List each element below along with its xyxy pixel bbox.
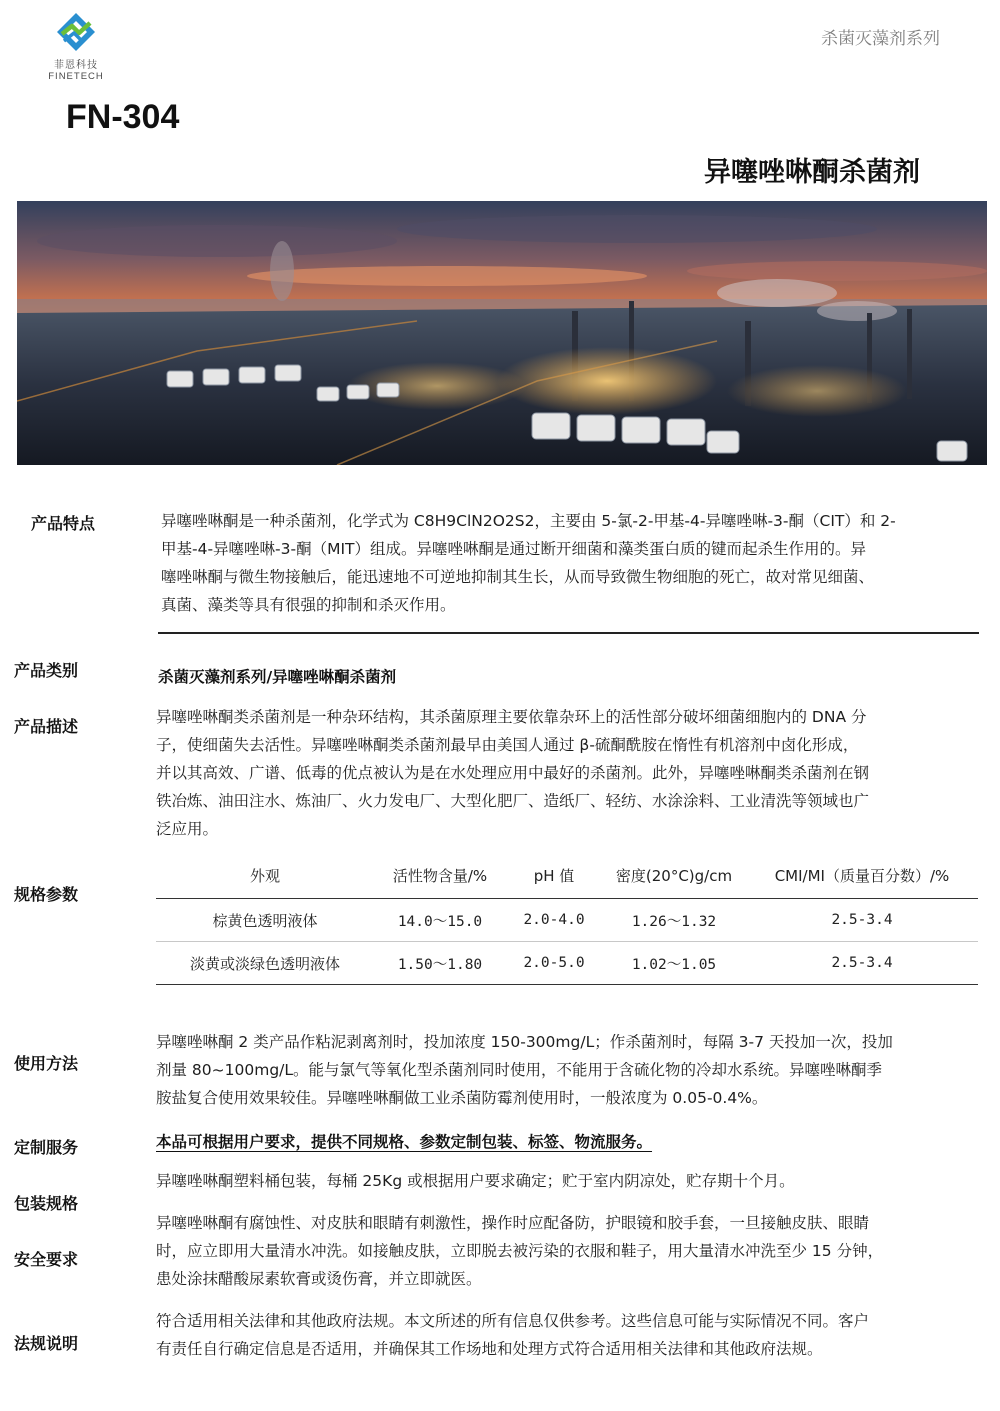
table-cell: 2.5-3.4 xyxy=(746,899,978,942)
table-cell: 2.5-3.4 xyxy=(746,942,978,985)
custom-service-text: 本品可根据用户要求，提供不同规格、参数定制包装、标签、物流服务。 xyxy=(156,1133,653,1151)
spec-table xyxy=(156,852,978,985)
features-text xyxy=(161,507,979,619)
spec-table-header-row xyxy=(156,852,978,899)
regulations-label: 法规说明 xyxy=(14,1334,79,1353)
usage-line: 异噻唑啉酮 2 类产品作粘泥剥离剂时，投加浓度 150-300mg/L；作杀菌剂时，每隔 3-7 天投加一次，投加 xyxy=(156,1033,893,1051)
finetech-logo-icon xyxy=(56,12,96,52)
description-line: 泛应用。 xyxy=(156,820,219,838)
usage-text xyxy=(156,1028,978,1112)
features-line: 异噻唑啉酮是一种杀菌剂，化学式为 C8H9ClN2O2S2，主要由 5-氯-2-甲基-4-异噻唑啉-3-酮（CIT）和 2- xyxy=(161,512,896,530)
table-cell: 淡黄或淡绿色透明液体 xyxy=(156,942,374,985)
table-cell: 14.0～15.0 xyxy=(374,899,506,942)
table-cell: 棕黄色透明液体 xyxy=(156,899,374,942)
logo-chinese-name: 菲恩科技 xyxy=(54,60,98,71)
spec-header-density: 密度(20°C)g/cm xyxy=(615,866,733,885)
logo-english-name: FINETECH xyxy=(48,71,104,82)
usage-line: 剂量 80~100mg/L。能与氯气等氧化型杀菌剂同时使用，不能用于含硫化物的冷却水系统。异噻唑啉酮季 xyxy=(156,1061,883,1079)
description-line: 并以其高效、广谱、低毒的优点被认为是在水处理应用中最好的杀菌剂。此外，异噻唑啉酮类杀菌剂在钢 xyxy=(156,764,870,782)
product-title: 异噻唑啉酮杀菌剂 xyxy=(704,157,920,188)
table-cell: 1.26～1.32 xyxy=(602,899,746,942)
description-line: 子，使细菌失去活性。异噻唑啉酮类杀菌剂最早由美国人通过 β-硫酮酰胺在惰性有机溶剂中卤化形成， xyxy=(156,736,859,754)
description-text xyxy=(156,703,978,843)
category-label: 产品类别 xyxy=(14,661,79,680)
section-divider xyxy=(158,632,979,634)
series-tag: 杀菌灭藻剂系列 xyxy=(821,29,940,49)
table-cell: 2.0-5.0 xyxy=(506,942,602,985)
packaging-text: 异噻唑啉酮塑料桶包装，每桶 25Kg 或根据用户要求确定；贮于室内阴凉处，贮存期十个月。 xyxy=(156,1172,795,1190)
features-line: 甲基-4-异噻唑啉-3-酮（MIT）组成。异噻唑啉酮是通过断开细菌和藻类蛋白质的键而起杀生作用的。异 xyxy=(161,540,867,558)
description-label: 产品描述 xyxy=(14,717,79,736)
table-row xyxy=(156,899,978,942)
safety-text xyxy=(156,1209,978,1293)
table-cell: 1.50～1.80 xyxy=(374,942,506,985)
regulations-line: 符合适用相关法律和其他政府法规。本文所述的所有信息仅供参考。这些信息可能与实际情况不同。客户 xyxy=(156,1312,870,1330)
spec-header-appearance: 外观 xyxy=(249,866,280,885)
table-cell: 1.02～1.05 xyxy=(602,942,746,985)
features-label: 产品特点 xyxy=(31,514,96,533)
spec-header-ph: pH 值 xyxy=(533,866,575,885)
table-row xyxy=(156,942,978,985)
description-line: 异噻唑啉酮类杀菌剂是一种杂环结构，其杀菌原理主要依靠杂环上的活性部分破坏细菌细胞内的 DNA 分 xyxy=(156,708,867,726)
spec-header-cmi-mi: CMI/MI（质量百分数）/% xyxy=(774,866,950,885)
category-value: 杀菌灭藻剂系列/异噻唑啉酮杀菌剂 xyxy=(158,668,397,686)
description-line: 铁冶炼、油田注水、炼油厂、火力发电厂、大型化肥厂、造纸厂、轻纺、水涂涂料、工业清洗等领域也广 xyxy=(156,792,870,810)
packaging-label: 包装规格 xyxy=(14,1194,79,1213)
regulations-text xyxy=(156,1307,978,1363)
usage-line: 胺盐复合使用效果较佳。异噻唑啉酮做工业杀菌防霉剂使用时，一般浓度为 0.05-0.4%。 xyxy=(156,1089,768,1107)
safety-line: 异噻唑啉酮有腐蚀性、对皮肤和眼睛有刺激性，操作时应配备防，护眼镜和胶手套，一旦接触皮肤、眼睛 xyxy=(156,1214,870,1232)
company-logo xyxy=(48,12,104,80)
industrial-plant-photo xyxy=(17,201,987,465)
regulations-line: 有责任自行确定信息是否适用，并确保其工作场地和处理方式符合适用相关法律和其他政府法规。 xyxy=(156,1340,823,1358)
features-line: 噻唑啉酮与微生物接触后，能迅速地不可逆地抑制其生长，从而导致微生物细胞的死亡，故对常见细菌、 xyxy=(161,568,875,586)
usage-label: 使用方法 xyxy=(14,1054,79,1073)
spec-header-active-content: 活性物含量/% xyxy=(392,866,488,885)
safety-label: 安全要求 xyxy=(14,1250,79,1269)
safety-line: 时，应立即用大量清水冲洗。如接触皮肤，立即脱去被污染的衣服和鞋子，用大量清水冲洗至少 15 分钟， xyxy=(156,1242,884,1260)
table-cell: 2.0-4.0 xyxy=(506,899,602,942)
specs-label: 规格参数 xyxy=(14,885,79,904)
safety-line: 患处涂抹醋酸尿素软膏或烫伤膏，并立即就医。 xyxy=(156,1270,482,1288)
product-model: FN-304 xyxy=(66,98,180,136)
custom-service-label: 定制服务 xyxy=(14,1138,79,1157)
features-line: 真菌、藻类等具有很强的抑制和杀灭作用。 xyxy=(161,596,456,614)
